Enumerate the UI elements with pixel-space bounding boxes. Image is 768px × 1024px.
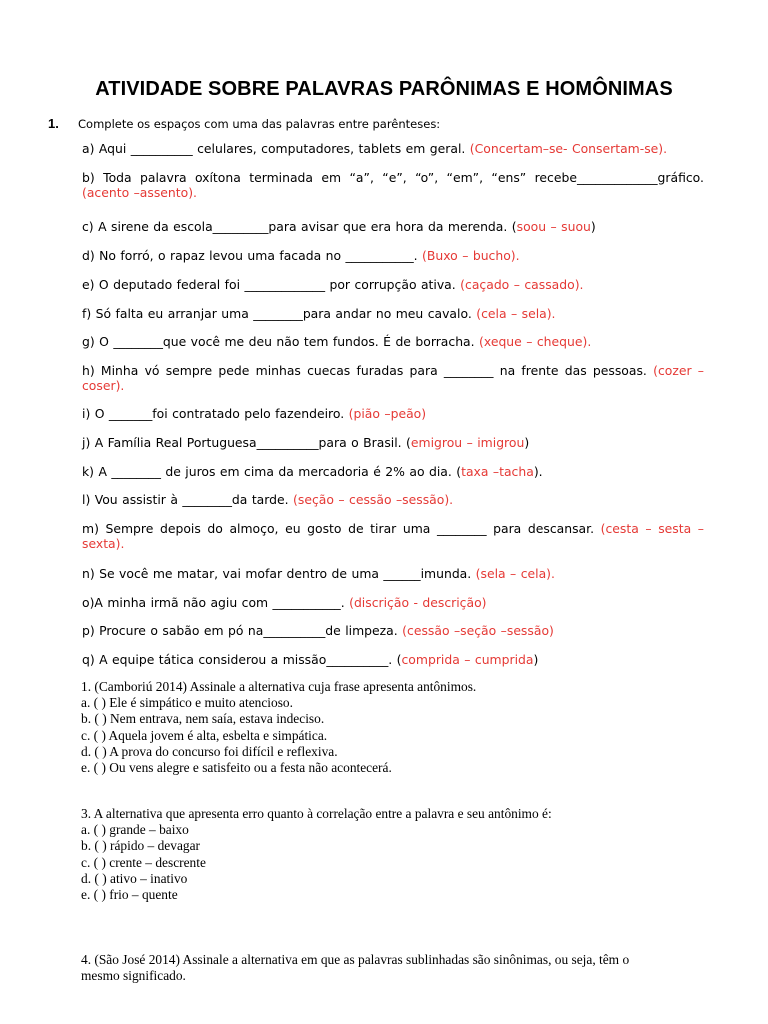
- alternative-a: a. ( ) Ele é simpático e muito atencioso.: [81, 695, 293, 711]
- question-instruction: Complete os espaços com uma das palavras entre parênteses:: [78, 117, 441, 131]
- fill-in-items: [82, 141, 704, 672]
- item-m: m) Sempre depois do almoço, eu gosto de tirar uma ________ para descansar. (cesta – sesta – sexta).: [82, 521, 704, 552]
- question-prompt-line-2: mesmo significado.: [81, 968, 186, 984]
- question-camboriu: [81, 679, 701, 776]
- item-q: q) A equipe tática considerou a missão__________. (comprida – cumprida): [82, 652, 539, 667]
- question-prompt: 1. (Camboriú 2014) Assinale a alternativa cuja frase apresenta antônimos.: [81, 679, 477, 694]
- item-l: l) Vou assistir à ________da tarde. (seção – cessão –sessão).: [82, 492, 454, 507]
- alternative-e: e. ( ) frio – quente: [81, 887, 178, 903]
- alternative-a: a. ( ) grande – baixo: [81, 822, 189, 838]
- item-i: i) O _______foi contratado pelo fazendeiro. (pião –peão): [82, 406, 427, 421]
- item-k: k) A ________ de juros em cima da mercadoria é 2% ao dia. (taxa –tacha).: [82, 464, 543, 479]
- item-c: c) A sirene da escola_________para avisar que era hora da merenda. (soou – suou): [82, 219, 596, 234]
- item-n: n) Se você me matar, vai mofar dentro de uma ______imunda. (sela – cela).: [82, 566, 555, 581]
- item-b: b) Toda palavra oxítona terminada em “a”, “e”, “o”, “em”, “ens” recebe_____________gráfico. (acento –assento).: [82, 170, 704, 201]
- alternative-c: c. ( ) Aquela jovem é alta, esbelta e simpática.: [81, 727, 328, 743]
- alternative-e: e. ( ) Ou vens alegre e satisfeito ou a festa não acontecerá.: [81, 760, 392, 776]
- question-prompt: 3. A alternativa que apresenta erro quanto à correlação entre a palavra e seu antônimo é:: [81, 806, 552, 821]
- item-g: g) O ________que você me deu não tem fundos. É de borracha. (xeque – cheque).: [82, 334, 592, 349]
- alternative-d: d. ( ) ativo – inativo: [81, 870, 188, 886]
- item-d: d) No forró, o rapaz levou uma facada no ___________. (Buxo – bucho).: [82, 248, 520, 263]
- question-4: [81, 952, 701, 984]
- alternative-b: b. ( ) Nem entrava, nem saía, estava indeciso.: [81, 711, 325, 727]
- question-prompt-line-1: 4. (São José 2014) Assinale a alternativa em que as palavras sublinhadas são sinônimas, ou seja, têm o: [81, 952, 630, 967]
- alternative-b: b. ( ) rápido – devagar: [81, 838, 200, 854]
- item-e: e) O deputado federal foi _____________ por corrupção ativa. (caçado – cassado).: [82, 277, 584, 292]
- alternative-d: d. ( ) A prova do concurso foi difícil e reflexiva.: [81, 743, 338, 759]
- item-f: f) Só falta eu arranjar uma ________para andar no meu cavalo. (cela – sela).: [82, 306, 556, 321]
- question-3: [81, 806, 701, 903]
- item-a: a) Aqui __________ celulares, computadores, tablets em geral. (Concertam–se- Consertam-se).: [82, 141, 668, 156]
- item-h: h) Minha vó sempre pede minhas cuecas furadas para ________ na frente das pessoas. (cozer – coser).: [82, 363, 704, 394]
- page-title: ATIVIDADE SOBRE PALAVRAS PARÔNIMAS E HOMÔNIMAS: [95, 78, 673, 100]
- item-p: p) Procure o sabão em pó na__________de limpeza. (cessão –seção –sessão): [82, 623, 554, 638]
- item-j: j) A Família Real Portuguesa__________para o Brasil. (emigrou – imigrou): [82, 435, 530, 450]
- alternative-c: c. ( ) crente – descrente: [81, 854, 206, 870]
- question-number: 1.: [48, 116, 59, 131]
- item-o: o)A minha irmã não agiu com ___________. (discrição - descrição): [82, 595, 487, 610]
